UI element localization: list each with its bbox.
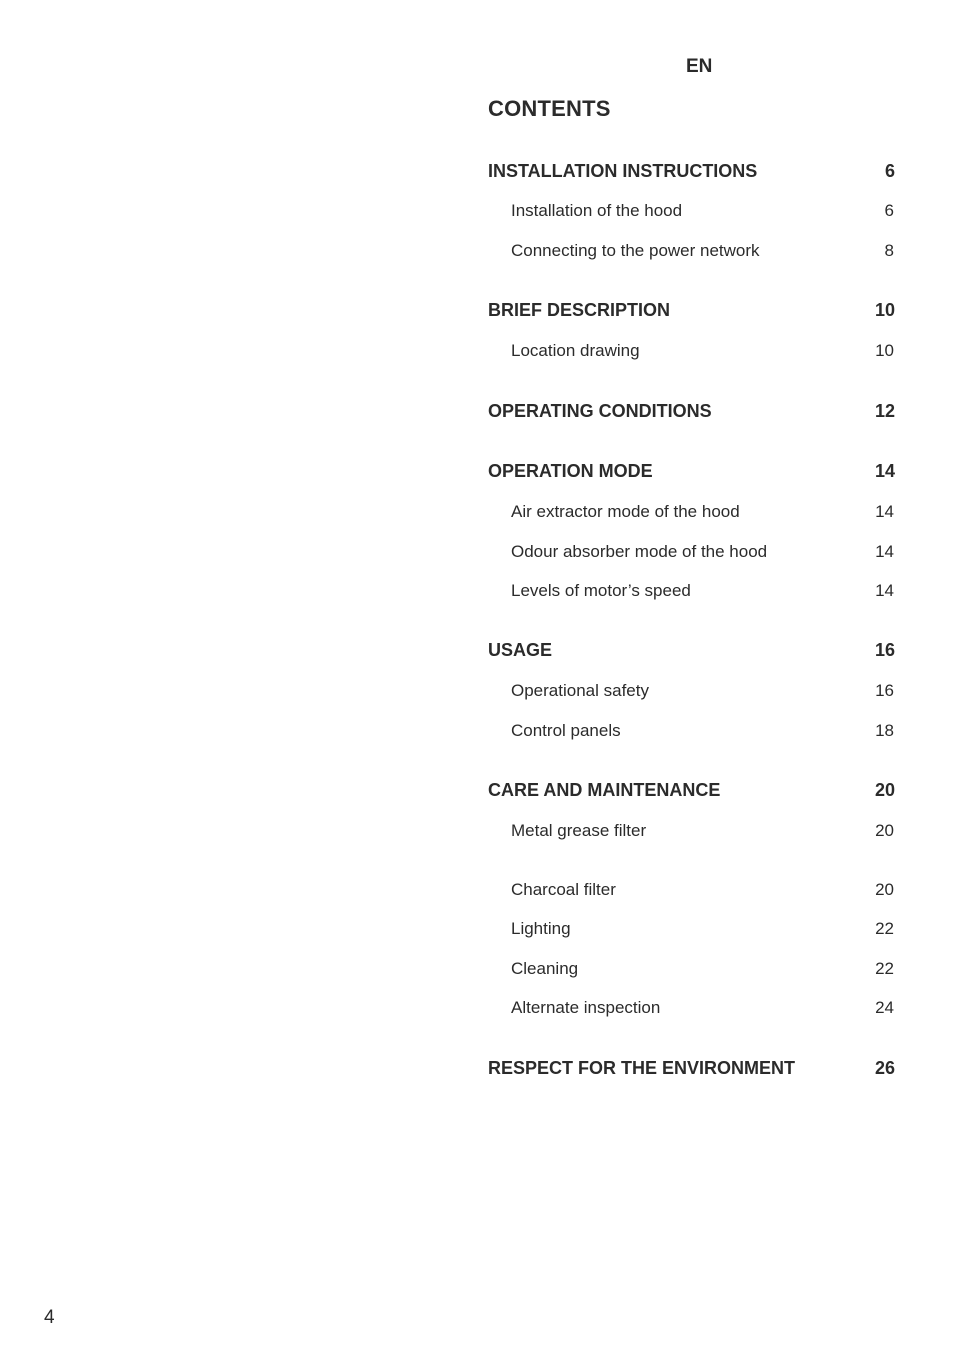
toc-section-care-and-maintenance[interactable] [488,780,895,804]
toc-item-connecting-to-power-network[interactable] [488,241,895,265]
toc-entry-page: 20 [874,780,895,800]
toc-item-location-drawing[interactable] [488,341,895,365]
toc-entry-label: Cleaning [511,959,579,978]
toc-entry-page: 22 [875,959,894,978]
toc-item-lighting[interactable] [488,919,895,943]
toc-item-levels-of-motor-speed[interactable] [488,581,895,605]
page-title: CONTENTS [488,96,611,121]
toc-entry-label: CARE AND MAINTENANCE [488,780,721,800]
toc-entry-page: 10 [875,341,894,360]
toc-item-control-panels[interactable] [488,721,895,745]
toc-item-odour-absorber-mode[interactable] [488,542,895,566]
toc-entry-label: Connecting to the power network [511,241,760,260]
toc-entry-page: 20 [875,880,894,899]
toc-entry-page: 6 [884,161,895,181]
toc-entry-label: BRIEF DESCRIPTION [488,300,671,320]
toc-entry-label: Levels of motor’s speed [511,581,691,600]
toc-section-usage[interactable] [488,640,895,664]
toc-entry-label: Control panels [511,721,621,740]
toc-entry-label: Metal grease filter [511,821,647,840]
toc-entry-page: 16 [874,640,895,660]
page-number: 4 [44,1307,55,1328]
toc-entry-page: 16 [875,681,894,700]
toc-entry-page: 18 [875,721,894,740]
toc-entry-page: 12 [874,401,895,421]
toc-entry-page: 14 [875,581,894,600]
toc-section-brief-description[interactable] [488,300,895,324]
toc-entry-label: INSTALLATION INSTRUCTIONS [488,161,758,181]
toc-entry-page: 6 [884,201,894,220]
toc-section-operating-conditions[interactable] [488,401,895,425]
toc-entry-label: Installation of the hood [511,201,683,220]
toc-entry-label: OPERATING CONDITIONS [488,401,712,421]
toc-entry-label: Air extractor mode of the hood [511,502,740,521]
toc-section-installation-instructions[interactable] [488,161,895,185]
toc-entry-page: 14 [875,502,894,521]
toc-entry-page: 14 [875,542,894,561]
toc-entry-label: Operational safety [511,681,649,700]
toc-entry-page: 14 [874,461,895,481]
toc-entry-label: Charcoal filter [511,880,616,899]
toc-entry-label: Lighting [511,919,571,938]
toc-entry-label: Odour absorber mode of the hood [511,542,768,561]
toc-section-respect-for-environment[interactable] [488,1058,895,1082]
toc-entry-label: RESPECT FOR THE ENVIRONMENT [488,1058,796,1078]
toc-section-operation-mode[interactable] [488,461,895,485]
toc-entry-page: 24 [875,998,894,1017]
toc-entry-page: 10 [874,300,895,320]
toc-item-air-extractor-mode[interactable] [488,502,895,526]
toc-item-installation-of-the-hood[interactable] [488,201,895,225]
toc-entry-page: 8 [884,241,894,260]
toc-item-operational-safety[interactable] [488,681,895,705]
toc-item-metal-grease-filter[interactable] [488,821,895,845]
toc-entry-page: 20 [875,821,894,840]
toc-entry-label: Alternate inspection [511,998,661,1017]
toc-entry-label: USAGE [488,640,553,660]
toc-entry-page: 22 [875,919,894,938]
toc-entry-page: 26 [874,1058,895,1078]
toc-item-cleaning[interactable] [488,959,895,983]
language-code: EN [686,56,713,77]
toc-entry-label: Location drawing [511,341,640,360]
toc-entry-label: OPERATION MODE [488,461,653,481]
toc-item-charcoal-filter[interactable] [488,880,895,904]
toc-item-alternate-inspection[interactable] [488,998,895,1022]
